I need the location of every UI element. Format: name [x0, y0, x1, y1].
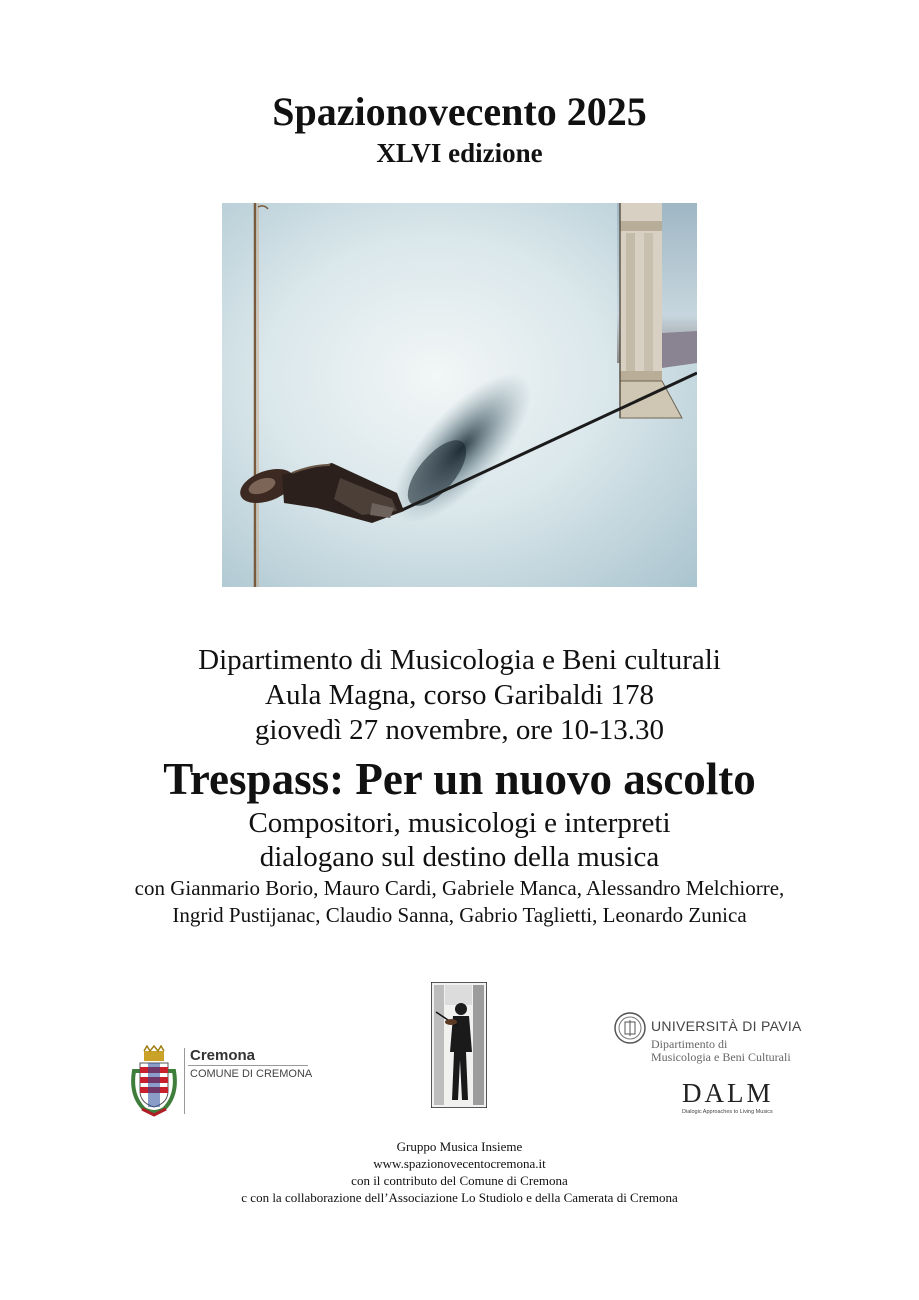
cremona-subtitle: COMUNE DI CREMONA	[190, 1068, 313, 1080]
pavia-logo	[614, 1012, 834, 1070]
pavia-department-line: Dipartimento di	[651, 1037, 728, 1051]
violinist-logo	[431, 982, 487, 1108]
participants-line: con Gianmario Borio, Mauro Cardi, Gabriele Manca, Alessandro Melchiorre,	[134, 876, 785, 900]
venue-address: Aula Magna, corso Garibaldi 178	[265, 679, 654, 711]
footer	[0, 1138, 919, 1206]
cremona-name: Cremona	[190, 1047, 256, 1064]
footer-line: c con la collaborazione dell’Associazione Lo Studiolo e della Camerata di Cremona	[241, 1190, 678, 1205]
venue-department: Dipartimento di Musicologia e Beni culturali	[198, 644, 721, 676]
edition-label: XLVI edizione	[376, 138, 543, 168]
footer-line: Gruppo Musica Insieme	[396, 1139, 523, 1154]
dalm-tagline: Dialogic Approaches to Living Musics	[682, 1109, 773, 1115]
coat-of-arms-icon	[128, 1045, 180, 1117]
participants	[0, 875, 919, 929]
violinist-icon	[431, 982, 487, 1108]
university-seal-icon	[614, 1012, 646, 1044]
logo-divider	[184, 1048, 185, 1114]
participants-line: Ingrid Pustijanac, Claudio Sanna, Gabrio Taglietti, Leonardo Zunica	[172, 903, 747, 927]
event-subtitle	[0, 806, 919, 874]
footer-website: www.spazionovecentocremona.it	[373, 1156, 546, 1171]
logo-divider	[188, 1065, 308, 1066]
poster-artwork	[222, 203, 697, 587]
pavia-department-line: Musicologia e Beni Culturali	[651, 1050, 791, 1064]
venue-date: giovedì 27 novembre, ore 10-13.30	[254, 714, 665, 746]
footer-line: con il contributo del Comune di Cremona	[351, 1173, 568, 1188]
pavia-department	[651, 1038, 791, 1064]
dalm-wordmark: DALM	[682, 1078, 774, 1108]
venue-block	[0, 643, 919, 748]
event-headline: Trespass: Per un nuovo ascolto	[163, 754, 756, 804]
poster-title: Spazionovecento 2025	[272, 89, 647, 134]
subtitle-line: dialogano sul destino della musica	[259, 841, 660, 873]
pavia-university-name: UNIVERSITÀ DI PAVIA	[651, 1018, 802, 1034]
dalm-logo	[680, 1078, 790, 1118]
subtitle-line: Compositori, musicologi e interpreti	[248, 807, 671, 839]
cremona-logo	[128, 1045, 318, 1120]
